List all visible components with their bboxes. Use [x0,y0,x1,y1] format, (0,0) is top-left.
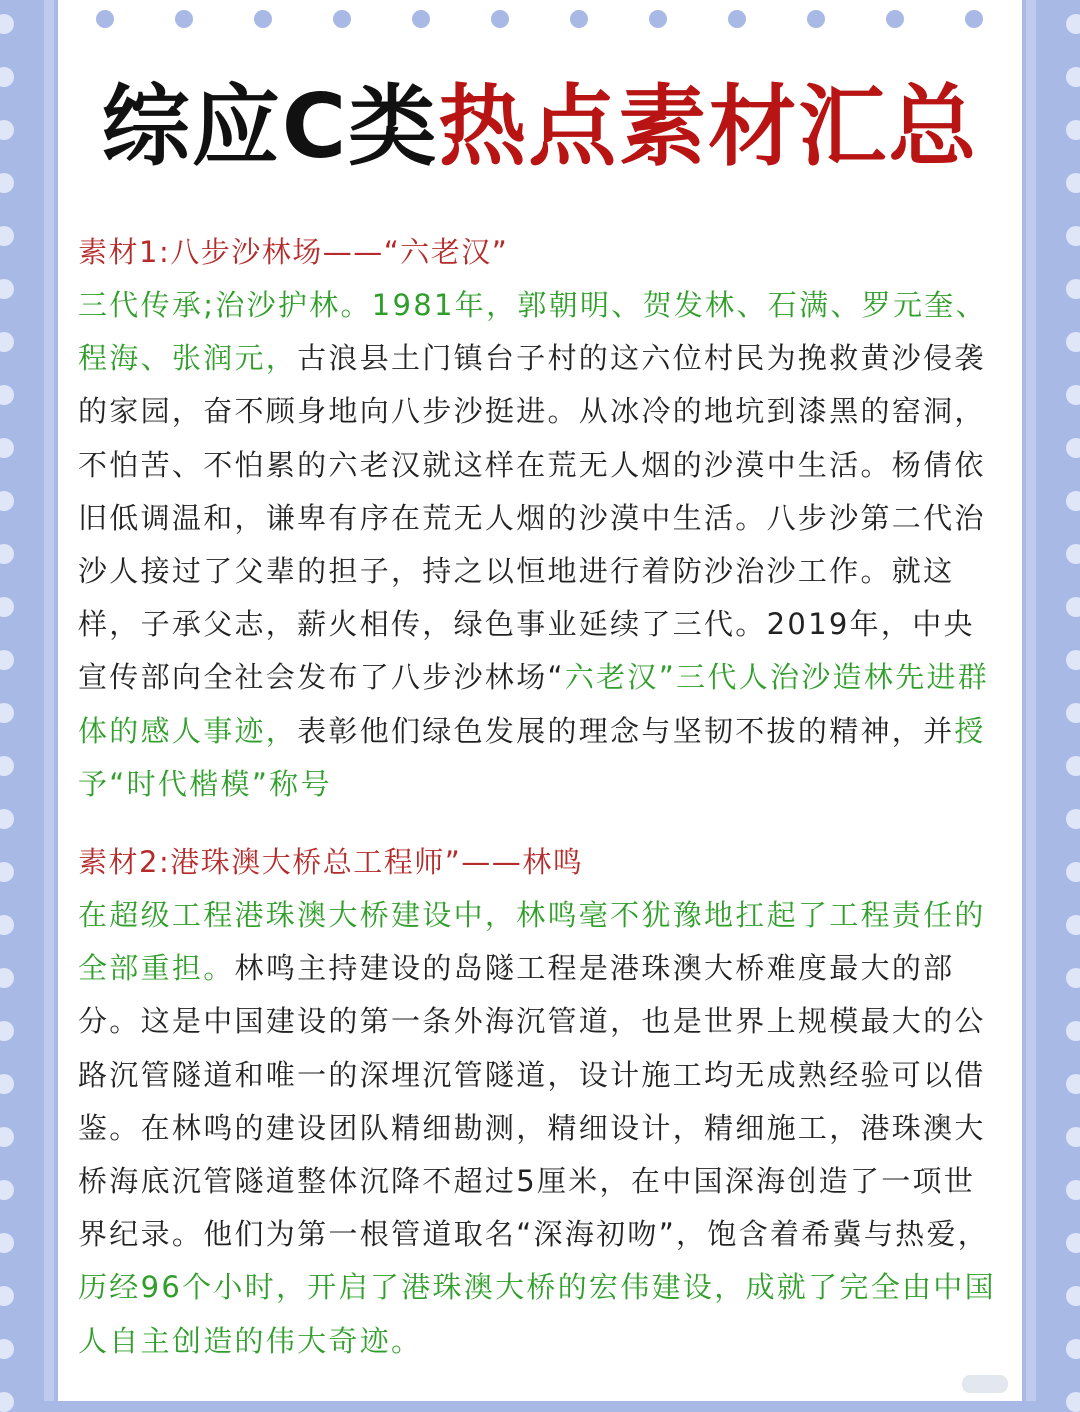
left-scalloped-edge [0,0,58,1401]
edge-scallop [1066,226,1080,246]
section-1-segment: 三代传承;治沙护林。1981年，郭朝明、贺发林、石满、罗元奎、程海、张润元， [78,288,987,376]
edge-scallop [0,491,14,511]
page-title [58,72,1022,182]
edge-scallop [1066,968,1080,988]
binder-hole [649,10,667,28]
edge-scallop [0,650,14,670]
edge-scallop [1066,491,1080,511]
edge-scallop [0,226,14,246]
edge-scallop [1066,1074,1080,1094]
edge-scallop [0,544,14,564]
edge-scallop [0,14,14,34]
section-1-segment: 表彰他们绿色发展的理念与坚韧不拔的精神，并 [297,713,955,748]
binder-hole [412,10,430,28]
edge-scallop [0,67,14,87]
edge-scallop [1066,1286,1080,1306]
edge-scallop [0,1286,14,1306]
edge-scallop [0,385,14,405]
edge-scallop [1066,67,1080,87]
binder-hole [570,10,588,28]
edge-scallop [1066,332,1080,352]
notebook-page [58,0,1022,1401]
binder-hole [886,10,904,28]
edge-scallop [1066,438,1080,458]
section-2-segment: 在超级工程港珠澳大桥建设中，林鸣毫不犹豫地扛起了工程责任的全部重担。 [78,898,986,986]
binder-hole [254,10,272,28]
edge-scallop [1066,862,1080,882]
edge-scallop [0,1233,14,1253]
edge-scallop [1066,1339,1080,1359]
section-2-segment: 历经96个小时，开启了港珠澳大桥的宏伟建设，成就了完全由中国人自主创造的伟大奇迹。 [78,1270,996,1358]
edge-scallop [1066,1127,1080,1147]
edge-scallop [1066,597,1080,617]
binder-hole [807,10,825,28]
edge-scallop [1066,809,1080,829]
edge-scallop [1066,120,1080,140]
section-2-segment: 林鸣主持建设的岛隧工程是港珠澳大桥难度最大的部分。这是中国建设的第一条外海沉管道，也是世界上规模最大的公路沉管隧道和唯一的深埋沉管隧道，设计施工均无成熟经验可以借鉴。在林鸣的建设团队精细勘测，精细设计，精细施工，港珠澳大桥海底沉管隧道整体沉降不超过5厘米，在中国深海创造了一项世界纪录。他们为第一根管道取名“深海初吻”，饱含着希冀与热爱， [78,951,990,1252]
section-1-segment: 授予“时代楷模”称号 [78,713,986,801]
edge-scallop [0,703,14,723]
binder-hole [491,10,509,28]
edge-scallop [1066,385,1080,405]
edge-scallop [0,756,14,776]
title-red-part: 热点素材汇总 [438,75,979,178]
edge-scallop [1066,173,1080,193]
edge-scallop [1066,544,1080,564]
edge-scallop [1066,279,1080,299]
edge-scallop [0,1392,14,1412]
title-black-part: 综应C类 [101,75,439,178]
binder-hole [965,10,983,28]
material-section-2 [78,836,1004,1368]
section-1-heading: 素材1:八步沙林场——“六老汉” [78,235,509,269]
edge-scallop [1066,915,1080,935]
right-scalloped-edge [1022,0,1080,1401]
section-1-segment: 六老汉”三代人治沙造林先进群体的感人事迹， [78,660,990,748]
edge-scallop [0,809,14,829]
section-1-body [78,279,1004,811]
edge-scallop [0,438,14,458]
edge-scallop [0,968,14,988]
binder-hole [333,10,351,28]
material-section-1 [78,226,1004,811]
edge-scallop [1066,650,1080,670]
edge-scallop [0,279,14,299]
section-2-heading: 素材2:港珠澳大桥总工程师”——林鸣 [78,845,584,879]
binder-hole [175,10,193,28]
edge-scallop [1066,1233,1080,1253]
edge-scallop [1066,1180,1080,1200]
edge-scallop [1066,1021,1080,1041]
edge-scallop [1066,756,1080,776]
edge-scallop [0,1021,14,1041]
watermark-badge [962,1375,1008,1393]
edge-scallop [1066,14,1080,34]
section-2-body [78,889,1004,1368]
edge-scallop [0,120,14,140]
edge-scallop [1066,703,1080,723]
binder-hole [96,10,114,28]
edge-scallop [0,915,14,935]
edge-scallop [0,173,14,193]
edge-scallop [0,332,14,352]
edge-scallop [0,862,14,882]
section-1-segment: 古浪县土门镇台子村的这六位村民为挽救黄沙侵袭的家园，奋不顾身地向八步沙挺进。从冰冷的地坑到漆黑的窑洞，不怕苦、不怕累的六老汉就这样在荒无人烟的沙漠中生活。杨倩依旧低调温和，谦卑有序在荒无人烟的沙漠中生活。八步沙第二代治沙人接过了父辈的担子，持之以恒地进行着防沙治沙工作。就这样，子承父志，薪火相传，绿色事业延续了三代。2019年，中央宣传部向全社会发布了八步沙林场“ [78,341,986,695]
binder-holes [58,10,1022,32]
edge-scallop [0,1074,14,1094]
edge-scallop [0,1339,14,1359]
edge-scallop [0,597,14,617]
binder-hole [728,10,746,28]
edge-scallop [1066,1392,1080,1412]
edge-scallop [0,1180,14,1200]
edge-scallop [0,1127,14,1147]
